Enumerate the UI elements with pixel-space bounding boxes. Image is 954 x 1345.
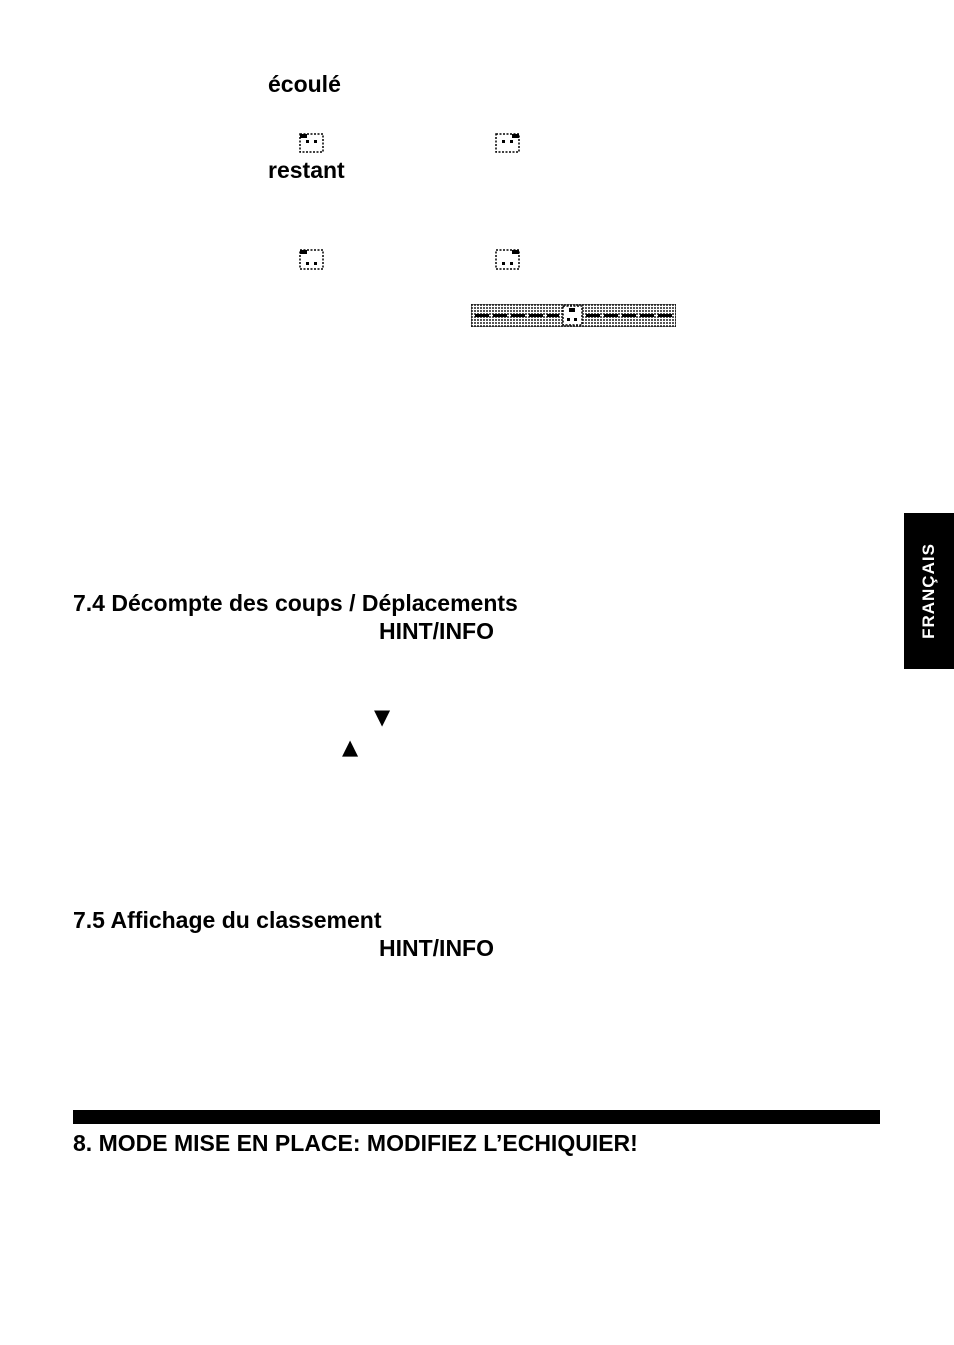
section-8-heading: 8. MODE MISE EN PLACE: MODIFIEZ L’ECHIQUIER! [73, 1130, 638, 1156]
section-7-5-heading: 7.5 Affichage du classement [73, 907, 382, 933]
lcd-bar-display-icon [471, 304, 676, 327]
language-side-tab [904, 513, 954, 669]
clock-elapsed-left-icon [299, 133, 324, 153]
elapsed-label: écoulé [268, 71, 341, 97]
section-7-4-hint-info-key: HINT/INFO [379, 618, 494, 644]
clock-remaining-left-icon [299, 249, 324, 270]
arrow-up-icon: ▲ [342, 735, 359, 759]
section-7-4-heading: 7.4 Décompte des coups / Déplacements [73, 590, 518, 616]
language-tab-label: FRANÇAIS [919, 543, 938, 639]
section-divider [73, 1110, 880, 1124]
arrow-down-icon: ▼ [374, 705, 391, 729]
clock-elapsed-right-icon [495, 133, 520, 153]
remaining-label: restant [268, 157, 345, 183]
section-7-5-hint-info-key: HINT/INFO [379, 935, 494, 961]
clock-remaining-right-icon [495, 249, 520, 270]
